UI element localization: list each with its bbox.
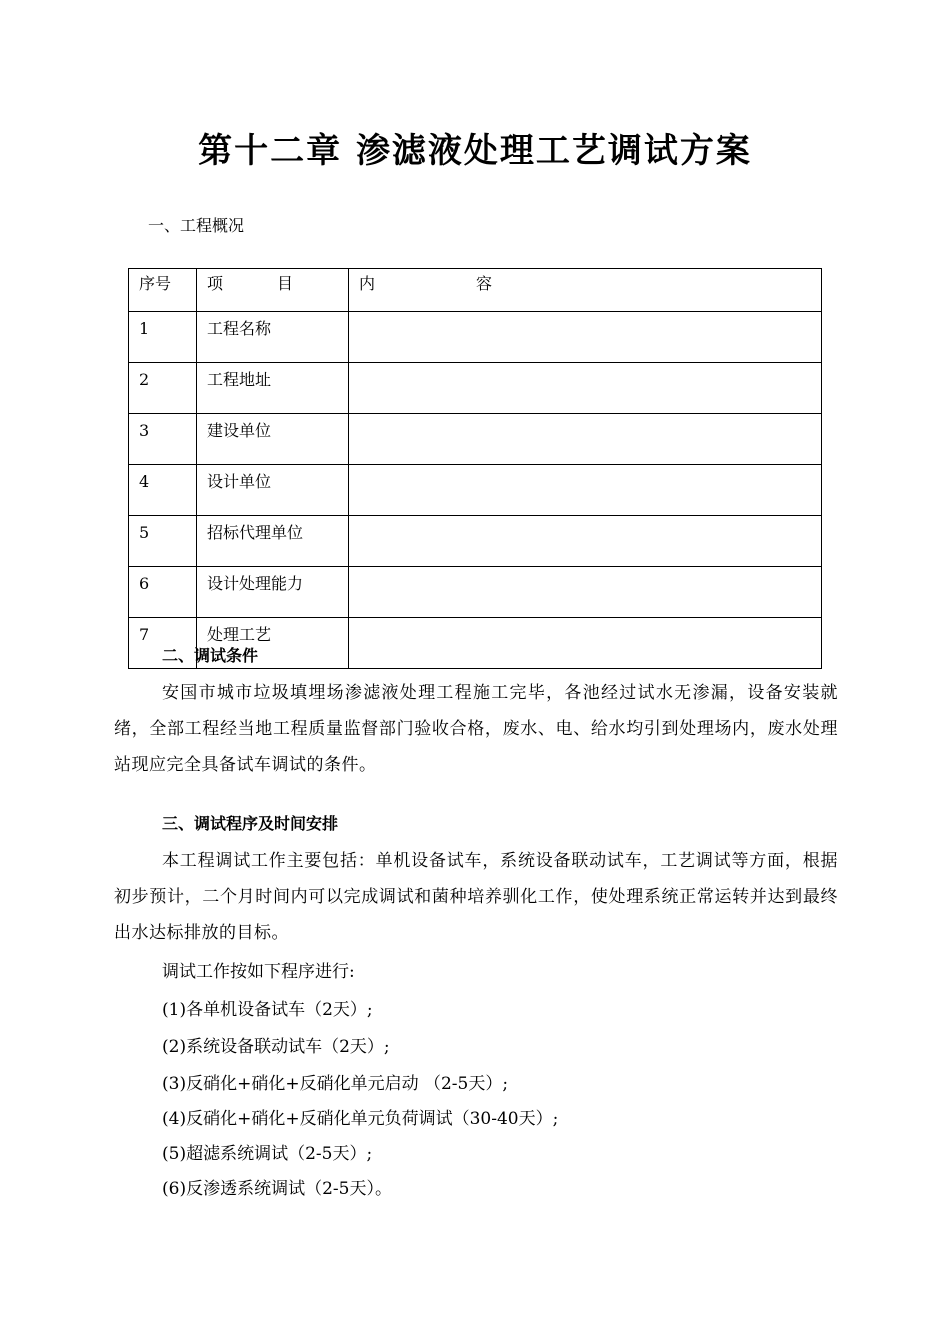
row-no: 3 [129, 414, 197, 465]
table-row [129, 363, 822, 414]
conditions-paragraph: 安国市城市垃圾填埋场渗滤液处理工程施工完毕，各池经过试水无渗漏，设备安装就绪，全部工程经当地工程质量监督部门验收合格，废水、电、给水均引到处理场内，废水处理站现应完全具备试车调试的条件。 [114, 683, 838, 775]
table-row [129, 465, 822, 516]
header-content [349, 269, 822, 312]
row-item: 工程地址 [197, 363, 349, 414]
row-content [349, 414, 822, 465]
header-content-char-1: 内 [359, 274, 376, 293]
table-row [129, 312, 822, 363]
row-item: 处理工艺 [197, 618, 349, 669]
row-item: 招标代理单位 [197, 516, 349, 567]
page-title: 第十二章 渗滤液处理工艺调试方案 [198, 131, 752, 171]
row-content [349, 567, 822, 618]
procedure-step: (5)超滤系统调试（2-5天）; [162, 1144, 373, 1164]
row-item: 设计单位 [197, 465, 349, 516]
row-item: 工程名称 [197, 312, 349, 363]
table-row [129, 516, 822, 567]
table-header-row [129, 269, 822, 312]
row-no: 2 [129, 363, 197, 414]
procedure-step: (4)反硝化+硝化+反硝化单元负荷调试（30-40天）; [162, 1109, 559, 1129]
row-content [349, 516, 822, 567]
section-heading-conditions: 二、调试条件 [162, 646, 259, 665]
procedure-step: (2)系统设备联动试车（2天）; [162, 1037, 390, 1057]
procedure-intro: 调试工作按如下程序进行: [162, 962, 355, 982]
table-row [129, 567, 822, 618]
header-no: 序号 [129, 269, 197, 312]
procedure-step: (3)反硝化+硝化+反硝化单元启动 （2-5天）; [162, 1074, 509, 1094]
procedure-step: (1)各单机设备试车（2天）; [162, 1000, 373, 1020]
row-no: 4 [129, 465, 197, 516]
header-item-char-1: 项 [207, 274, 224, 293]
row-item: 建设单位 [197, 414, 349, 465]
project-info-table [128, 268, 822, 669]
procedure-step: (6)反渗透系统调试（2-5天）。 [162, 1179, 392, 1199]
row-no: 7 [129, 618, 197, 669]
section-heading-overview: 一、工程概况 [148, 216, 245, 235]
row-content [349, 618, 822, 669]
table-row [129, 414, 822, 465]
header-content-char-2: 容 [475, 274, 492, 293]
header-item [197, 269, 349, 312]
section-heading-procedure: 三、调试程序及时间安排 [162, 814, 339, 833]
row-no: 6 [129, 567, 197, 618]
row-item: 设计处理能力 [197, 567, 349, 618]
row-content [349, 465, 822, 516]
row-no: 5 [129, 516, 197, 567]
row-content [349, 312, 822, 363]
row-no: 1 [129, 312, 197, 363]
row-content [349, 363, 822, 414]
procedure-paragraph: 本工程调试工作主要包括：单机设备试车，系统设备联动试车，工艺调试等方面，根据初步预计，二个月时间内可以完成调试和菌种培养驯化工作，使处理系统正常运转并达到最终出水达标排放的目标。 [114, 851, 838, 943]
header-item-char-2: 目 [276, 274, 293, 293]
